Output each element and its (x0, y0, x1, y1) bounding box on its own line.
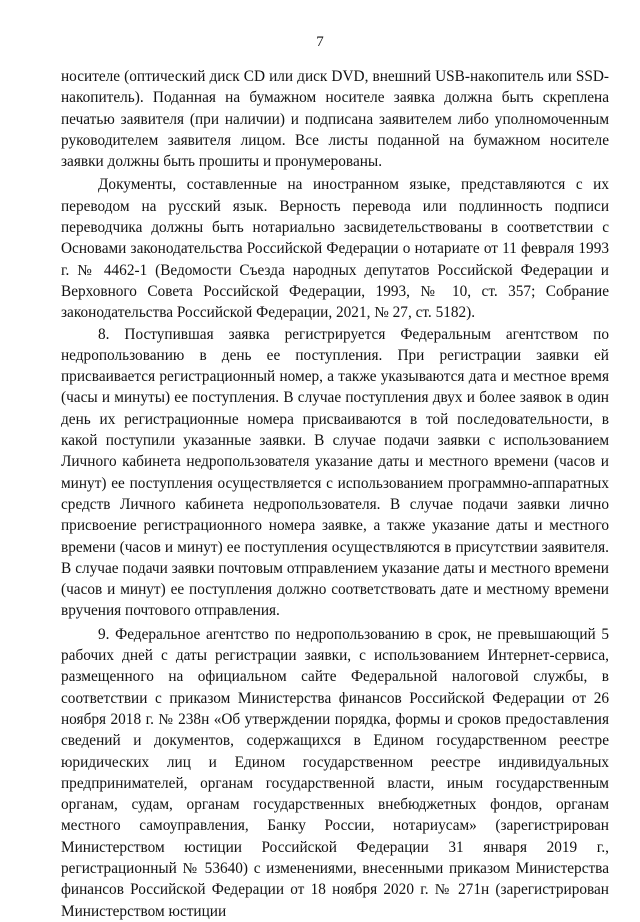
page-number: 7 (316, 34, 324, 50)
document-body (61, 66, 609, 922)
paragraph-foreign-documents: Документы, составленные на иностранном языке, представляются с их переводом на русский язык. Верность перевода или подлинность подписи переводчика должны быть нотариально засвидетельствованы в соответствии с Основами законодательства Российской Федерации о нотариате от 11 февраля 1993 г. № 4462-1 (Ведомости Съезда народных депутатов Российской Федерации и Верховного Совета Российской Федерации, 1993, № 10, ст. 357; Собрание законодательства Российской Федерации, 2021, № 27, ст. 5182). (61, 176, 609, 322)
paragraph-8-registration: 8. Поступившая заявка регистрируется Федеральным агентством по недропользованию в день ее поступления. При регистрации заявки ей присваивается регистрационный номер, а также указываются дата и местное время (часы и минуты) ее поступления. В случае поступления двух и более заявок в один день их регистрационные номера присваиваются в той последовательности, в какой поступили указанные заявки. В случае подачи заявки с использованием Личного кабинета недропользователя указание даты и местного времени (часов и минут) ее поступления осуществляется с использованием программно-аппаратных средств Личного кабинета недропользователя. В случае подачи заявки лично присвоение регистрационного номера заявке, а также указание даты и местного времени (часов и минут) ее поступления осуществляются в присутствии заявителя. В случае подачи заявки почтовым отправлением указание даты и местного времени (часов и минут) ее поступления должно соответствовать дате и местному времени вручения почтового отправления. (61, 325, 609, 620)
paragraph-media-requirements: носителе (оптический диск CD или диск DVD, внешний USB-накопитель или SSD-накопитель). Поданная на бумажном носителе заявка должна быть скреплена печатью заявителя (при наличии) и подписана заявителем либо уполномоченным руководителем заявителя лицом. Все листы поданной на бумажном носителе заявки должны быть прошиты и пронумерованы. (61, 68, 609, 171)
paragraph-9-verification: 9. Федеральное агентство по недропользованию в срок, не превышающий 5 рабочих дней с даты регистрации заявки, с использованием Интернет-сервиса, размещенного на официальном сайте Федеральной налоговой службы, в соответствии с приказом Министерства финансов Российской Федерации от 26 ноября 2018 г. № 238н «Об утверждении порядка, формы и сроков предоставления сведений и документов, содержащихся в Едином государственном реестре юридических лиц и Едином государственном реестре индивидуальных предпринимателей, органам государственной власти, иным государственным органам, судам, органам государственных внебюджетных фондов, органам местного самоуправления, Банку России, нотариусам» (зарегистрирован Министерством юстиции Российской Федерации 31 января 2019 г., регистрационный № 53640) с изменениями, внесенными приказом Министерства финансов Российской Федерации от 18 ноября 2020 г. № 271н (зарегистрирован Министерством юстиции (61, 625, 609, 920)
